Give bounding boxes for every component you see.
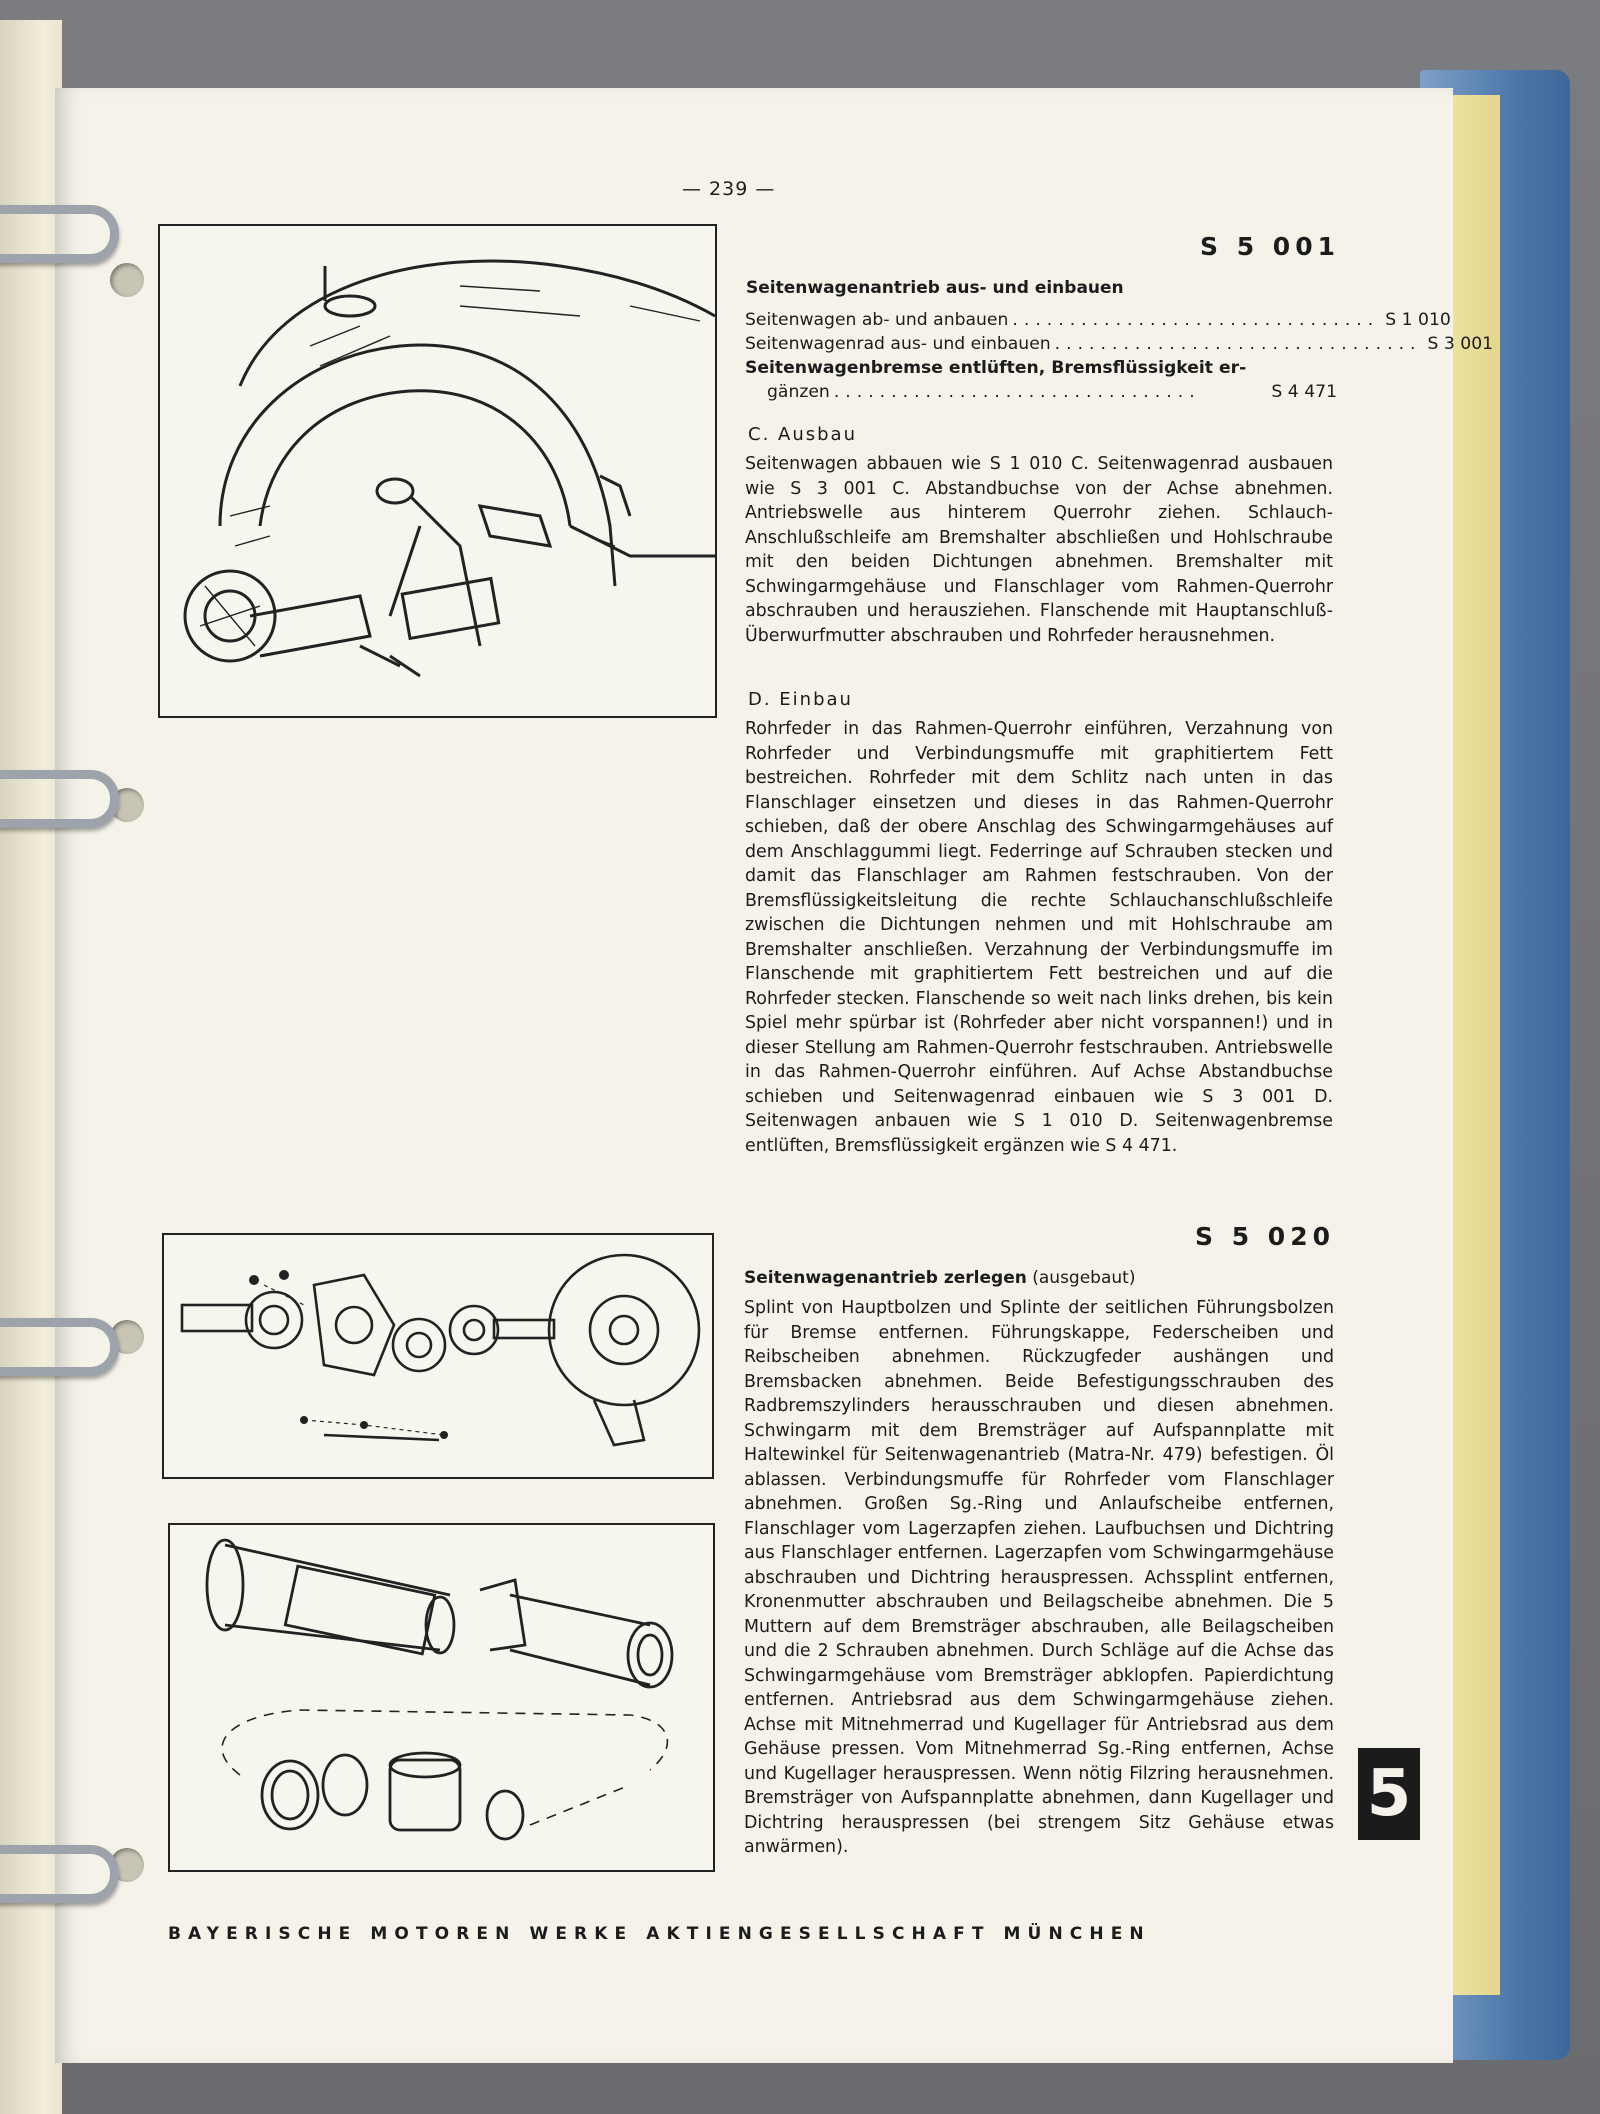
axle-parts-illustration	[170, 1525, 713, 1870]
figure-axle-parts	[168, 1523, 715, 1872]
reference-label: Seitenwagenrad aus- und einbauen	[745, 334, 1051, 354]
reference-label: Seitenwagenbremse entlüften, Bremsflüssigkeit er-	[745, 358, 1247, 378]
section-title-aus-einbauen: Seitenwagenantrieb aus- und einbauen	[746, 278, 1124, 298]
binder-ring	[0, 1845, 119, 1903]
heading-ausbau: C. Ausbau	[748, 424, 857, 445]
left-page-edge	[0, 20, 62, 2114]
heading-einbau: D. Einbau	[748, 689, 853, 710]
reference-item	[745, 308, 1451, 332]
leader-dots: ................................	[1012, 310, 1380, 330]
leader-dots: ................................	[833, 382, 1201, 402]
publisher-footer: BAYERISCHE MOTOREN WERKE AKTIENGESELLSCHAFT MÜNCHEN	[168, 1924, 1151, 1944]
reference-code: S 3 001	[1427, 334, 1494, 354]
reference-item	[745, 332, 1494, 356]
sidecar-drive-illustration	[160, 226, 715, 716]
reference-item	[745, 356, 1337, 380]
reference-code: S 1 010	[1385, 310, 1451, 330]
figure-exploded-drive	[162, 1233, 714, 1479]
ausbau-text: Seitenwagen abbauen wie S 1 010 C. Seitenwagenrad ausbauen wie S 3 001 C. Abstandbuchse von der Achse abnehmen. Antriebswelle aus hinterem Querrohr ziehen. Schlauch-Anschlußschleife am Bremshalter abschließen und Hohlschraube mit den beiden Dichtungen abnehmen. Bremshalter mit Schwingarmgehäuse und Flanschlager vom Rahmen-Querrohr abschrauben und herausziehen. Flanschende mit Hauptanschluß-Überwurfmutter abschrauben und Rohrfeder herausnehmen.	[745, 454, 1333, 646]
reference-item	[745, 380, 1337, 404]
leader-dots: ................................	[1054, 334, 1422, 354]
binder-ring	[0, 1318, 119, 1376]
reference-label: gänzen	[767, 382, 830, 402]
section-code-value: S 5 020	[1195, 1222, 1335, 1251]
reference-code: S 4 471	[1271, 382, 1337, 402]
section-code-s5-020	[1095, 1222, 1335, 1251]
binder-ring	[0, 205, 119, 263]
einbau-text: Rohrfeder in das Rahmen-Querrohr einführen, Verzahnung von Rohrfeder und Verbindungsmuffe mit graphitiertem Fett bestreichen. Rohrfeder mit dem Schlitz nach unten in das Flanschlager einsetzen und dieses in das Rahmen-Querrohr schieben, daß der obere Anschlag des Schwingarmgehäuses auf dem Anschlaggummi liegt. Federringe auf Schrauben stecken und damit das Flanschlager am Rahmen festschrauben. Von der Bremsflüssigkeitsleitung die rechte Schlauchanschlußschleife zwischen die Dichtungen nehmen und mit Hohlschraube am Bremshalter anschließen. Verzahnung der Verbindungsmuffe im Flanschende mit graphitiertem Fett bestreichen und auf die Rohrfeder stecken. Flanschende so weit nach links drehen, bis kein Spiel mehr spürbar ist (Rohrfeder aber nicht vorspannen!) und in dieser Stellung am Rahmen-Querrohr festschrauben. Antriebswelle in das Rahmen-Querrohr einführen. Auf Achse Abstandbuchse schieben und Seitenwagenrad einbauen wie S 3 001 D. Seitenwagen anbauen wie S 1 010 D. Seitenwagenbremse entlüften, Bremsflüssigkeit ergänzen wie S 4 471.	[745, 719, 1333, 1156]
reference-list	[745, 308, 1494, 404]
page-number: — 239 —	[682, 178, 776, 200]
zerlegen-text: Splint von Hauptbolzen und Splinte der seitlichen Führungsbolzen für Bremse entfernen. Führungskappe, Federscheiben und Reibscheiben abnehmen. Rückzugfeder aushängen und Bremsbacken abnehmen. Beide Befestigungsschrauben des Radbremszylinders herausschrauben und diesen abnehmen. Schwingarm mit dem Bremsträger auf Aufspannplatte mit Haltewinkel für Seitenwagenantrieb (Matra-Nr. 479) befestigen. Öl ablassen. Verbindungsmuffe für Rohrfeder vom Flanschlager abnehmen. Großen Sg.-Ring und Anlaufscheibe entfernen, Flanschlager vom Lagerzapfen ziehen. Laufbuchsen und Dichtring aus Flanschlager entfernen. Lagerzapfen vom Schwingarmgehäuse abschrauben und Dichtring herauspressen. Achssplint entfernen, Kronenmutter abschrauben und Beilagscheibe abnehmen. Die 5 Muttern auf dem Bremsträger abschrauben, alle Beilagscheiben und die 2 Schrauben abnehmen. Durch Schläge auf die Achse das Schwingarmgehäuse vom Bremsträger abklopfen. Papierdichtung entfernen. Antriebsrad aus dem Schwingarmgehäuse ziehen. Achse mit Mitnehmerrad und Kugellager für Antriebsrad aus dem Gehäuse pressen. Vom Mitnehmerrad Sg.-Ring entfernen, Achse und Kugellager herauspressen. Wenn nötig Filzring herausnehmen. Bremsträger von Aufspannplatte abnehmen, dann Kugellager und Dichtring herauspressen (bei strengem Sitz Gehäuse etwas anwärmen).	[744, 1298, 1334, 1857]
title-bold-part: Seitenwagenantrieb zerlegen	[744, 1268, 1027, 1288]
binder-ring	[0, 770, 119, 828]
exploded-drive-illustration	[164, 1235, 712, 1477]
reference-label: Seitenwagen ab- und anbauen	[745, 310, 1009, 330]
section-tab-5: 5	[1358, 1748, 1420, 1840]
section-code-s5-001: S 5 001	[1200, 232, 1340, 261]
section-title-zerlegen	[744, 1268, 1135, 1288]
title-suffix: (ausgebaut)	[1026, 1268, 1136, 1288]
punch-hole	[110, 263, 144, 297]
figure-sidecar-drive-installation	[158, 224, 717, 718]
